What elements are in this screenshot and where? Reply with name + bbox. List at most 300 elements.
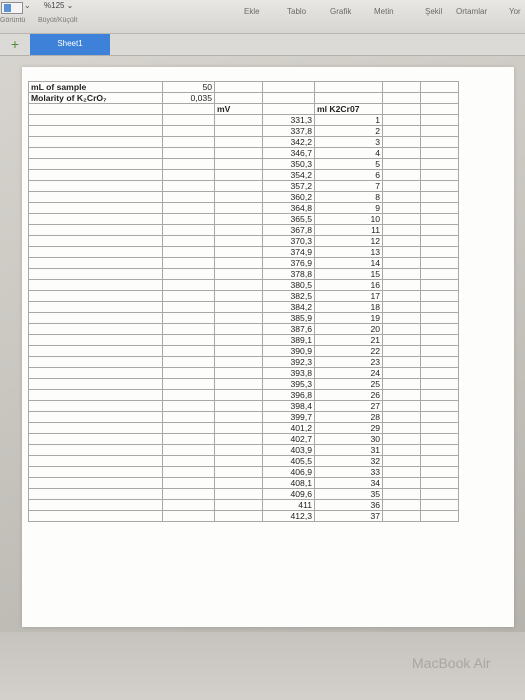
cell[interactable] xyxy=(421,489,459,500)
cell[interactable] xyxy=(29,412,163,423)
cell[interactable] xyxy=(421,500,459,511)
cell[interactable] xyxy=(383,247,421,258)
cell[interactable] xyxy=(383,401,421,412)
ml-value-cell[interactable]: 18 xyxy=(315,302,383,313)
cell[interactable] xyxy=(421,511,459,522)
ml-value-cell[interactable]: 32 xyxy=(315,456,383,467)
cell[interactable] xyxy=(383,280,421,291)
mv-value-cell[interactable]: 393,8 xyxy=(263,368,315,379)
cell[interactable] xyxy=(383,214,421,225)
mv-value-cell[interactable]: 370,3 xyxy=(263,236,315,247)
mv-value-cell[interactable]: 346,7 xyxy=(263,148,315,159)
cell[interactable] xyxy=(163,159,215,170)
cell[interactable] xyxy=(421,478,459,489)
column-header-ml[interactable]: ml K2Cr07 xyxy=(315,104,383,115)
cell[interactable] xyxy=(421,445,459,456)
cell[interactable] xyxy=(215,225,263,236)
mv-value-cell[interactable]: 364,8 xyxy=(263,203,315,214)
cell[interactable] xyxy=(29,291,163,302)
cell[interactable] xyxy=(383,291,421,302)
mv-value-cell[interactable]: 403,9 xyxy=(263,445,315,456)
sample-value[interactable]: 50 xyxy=(163,82,215,93)
cell[interactable] xyxy=(29,357,163,368)
mv-value-cell[interactable]: 395,3 xyxy=(263,379,315,390)
cell[interactable] xyxy=(29,181,163,192)
cell[interactable] xyxy=(215,148,263,159)
cell[interactable] xyxy=(29,214,163,225)
ml-value-cell[interactable]: 11 xyxy=(315,225,383,236)
cell[interactable] xyxy=(163,137,215,148)
cell[interactable] xyxy=(215,456,263,467)
cell[interactable] xyxy=(215,335,263,346)
mv-value-cell[interactable]: 412,3 xyxy=(263,511,315,522)
cell[interactable] xyxy=(421,137,459,148)
cell[interactable] xyxy=(383,324,421,335)
cell[interactable] xyxy=(421,423,459,434)
cell[interactable] xyxy=(383,357,421,368)
mv-value-cell[interactable]: 385,9 xyxy=(263,313,315,324)
cell[interactable] xyxy=(215,258,263,269)
mv-value-cell[interactable]: 365,5 xyxy=(263,214,315,225)
molarity-label[interactable]: Molarity of K₂CrO₇ xyxy=(29,93,163,104)
cell[interactable] xyxy=(163,456,215,467)
cell[interactable] xyxy=(215,170,263,181)
cell[interactable] xyxy=(29,159,163,170)
cell[interactable] xyxy=(29,511,163,522)
mv-value-cell[interactable]: 360,2 xyxy=(263,192,315,203)
mv-value-cell[interactable]: 382,5 xyxy=(263,291,315,302)
ml-value-cell[interactable]: 3 xyxy=(315,137,383,148)
cell[interactable] xyxy=(215,214,263,225)
mv-value-cell[interactable]: 399,7 xyxy=(263,412,315,423)
cell[interactable] xyxy=(215,324,263,335)
ml-value-cell[interactable]: 4 xyxy=(315,148,383,159)
cell[interactable] xyxy=(215,412,263,423)
ml-value-cell[interactable]: 1 xyxy=(315,115,383,126)
ml-value-cell[interactable]: 31 xyxy=(315,445,383,456)
cell[interactable] xyxy=(421,247,459,258)
ml-value-cell[interactable]: 16 xyxy=(315,280,383,291)
cell[interactable] xyxy=(163,302,215,313)
media-button[interactable]: Ortamlar xyxy=(456,7,488,16)
cell[interactable] xyxy=(421,82,459,93)
cell[interactable] xyxy=(29,269,163,280)
table-row xyxy=(29,159,459,170)
cell[interactable] xyxy=(315,82,383,93)
table-row xyxy=(29,335,459,346)
cell[interactable] xyxy=(29,225,163,236)
cell[interactable] xyxy=(163,181,215,192)
cell[interactable] xyxy=(215,511,263,522)
table-button[interactable]: Tablo xyxy=(287,7,307,16)
cell[interactable] xyxy=(215,126,263,137)
cell[interactable] xyxy=(215,445,263,456)
cell[interactable] xyxy=(29,192,163,203)
mv-value-cell[interactable]: 374,9 xyxy=(263,247,315,258)
ml-value-cell[interactable]: 36 xyxy=(315,500,383,511)
cell[interactable] xyxy=(163,214,215,225)
ml-value-cell[interactable]: 9 xyxy=(315,203,383,214)
cell[interactable] xyxy=(215,159,263,170)
cell[interactable] xyxy=(29,368,163,379)
cell[interactable] xyxy=(383,104,421,115)
cell[interactable] xyxy=(421,324,459,335)
ml-value-cell[interactable]: 17 xyxy=(315,291,383,302)
chevron-down-icon[interactable]: ⌄ xyxy=(24,1,31,10)
cell[interactable] xyxy=(215,82,263,93)
ml-value-cell[interactable]: 12 xyxy=(315,236,383,247)
cell[interactable] xyxy=(383,258,421,269)
text-button[interactable]: Metin xyxy=(374,7,394,16)
mv-value-cell[interactable]: 337,8 xyxy=(263,126,315,137)
cell[interactable] xyxy=(383,434,421,445)
cell[interactable] xyxy=(215,93,263,104)
cell[interactable] xyxy=(163,291,215,302)
cell[interactable] xyxy=(383,93,421,104)
cell[interactable] xyxy=(215,302,263,313)
cell[interactable] xyxy=(421,258,459,269)
cell[interactable] xyxy=(383,203,421,214)
cell[interactable] xyxy=(163,368,215,379)
cell[interactable] xyxy=(421,203,459,214)
cell[interactable] xyxy=(383,445,421,456)
cell[interactable] xyxy=(263,93,315,104)
cell[interactable] xyxy=(215,434,263,445)
cell[interactable] xyxy=(421,313,459,324)
mv-value-cell[interactable]: 390,9 xyxy=(263,346,315,357)
chart-button[interactable]: Grafik xyxy=(330,7,352,16)
cell[interactable] xyxy=(383,412,421,423)
cell[interactable] xyxy=(215,137,263,148)
cell[interactable] xyxy=(163,269,215,280)
cell[interactable] xyxy=(421,357,459,368)
cell[interactable] xyxy=(163,445,215,456)
cell[interactable] xyxy=(215,357,263,368)
table-row xyxy=(29,445,459,456)
cell[interactable] xyxy=(163,390,215,401)
ml-value-cell[interactable]: 35 xyxy=(315,489,383,500)
mv-value-cell[interactable]: 396,8 xyxy=(263,390,315,401)
cell[interactable] xyxy=(29,247,163,258)
cell[interactable] xyxy=(29,489,163,500)
cell[interactable] xyxy=(421,456,459,467)
cell[interactable] xyxy=(215,291,263,302)
cell[interactable] xyxy=(263,104,315,115)
mv-value-cell[interactable]: 392,3 xyxy=(263,357,315,368)
cell[interactable] xyxy=(421,390,459,401)
cell[interactable] xyxy=(163,346,215,357)
ml-value-cell[interactable]: 30 xyxy=(315,434,383,445)
cell[interactable] xyxy=(163,467,215,478)
cell[interactable] xyxy=(421,115,459,126)
cell[interactable] xyxy=(421,159,459,170)
cell[interactable] xyxy=(163,500,215,511)
cell[interactable] xyxy=(29,236,163,247)
cell[interactable] xyxy=(383,379,421,390)
ml-value-cell[interactable]: 20 xyxy=(315,324,383,335)
cell[interactable] xyxy=(215,203,263,214)
cell[interactable] xyxy=(163,148,215,159)
cell[interactable] xyxy=(421,346,459,357)
cell[interactable] xyxy=(29,379,163,390)
cell[interactable] xyxy=(421,170,459,181)
cell[interactable] xyxy=(383,148,421,159)
cell[interactable] xyxy=(215,346,263,357)
cell[interactable] xyxy=(215,390,263,401)
mv-value-cell[interactable]: 378,8 xyxy=(263,269,315,280)
mv-value-cell[interactable]: 367,8 xyxy=(263,225,315,236)
mv-value-cell[interactable]: 331,3 xyxy=(263,115,315,126)
mv-value-cell[interactable]: 401,2 xyxy=(263,423,315,434)
cell[interactable] xyxy=(163,335,215,346)
cell[interactable] xyxy=(163,258,215,269)
cell[interactable] xyxy=(421,225,459,236)
cell[interactable] xyxy=(383,423,421,434)
table-row xyxy=(29,236,459,247)
cell[interactable] xyxy=(163,247,215,258)
cell[interactable] xyxy=(29,335,163,346)
cell[interactable] xyxy=(29,203,163,214)
cell[interactable] xyxy=(421,192,459,203)
cell[interactable] xyxy=(421,104,459,115)
cell[interactable] xyxy=(383,313,421,324)
cell[interactable] xyxy=(383,115,421,126)
table-row xyxy=(29,203,459,214)
cell[interactable] xyxy=(421,126,459,137)
ml-value-cell[interactable]: 34 xyxy=(315,478,383,489)
cell[interactable] xyxy=(215,368,263,379)
cell[interactable] xyxy=(383,456,421,467)
cell[interactable] xyxy=(421,291,459,302)
cell[interactable] xyxy=(383,137,421,148)
cell[interactable] xyxy=(263,82,315,93)
cell[interactable] xyxy=(383,346,421,357)
cell[interactable] xyxy=(383,192,421,203)
insert-button[interactable]: Ekle xyxy=(244,7,260,16)
cell[interactable] xyxy=(215,489,263,500)
cell[interactable] xyxy=(383,390,421,401)
molarity-value[interactable]: 0,035 xyxy=(163,93,215,104)
cell[interactable] xyxy=(421,335,459,346)
cell[interactable] xyxy=(29,313,163,324)
cell[interactable] xyxy=(163,170,215,181)
cell[interactable] xyxy=(29,500,163,511)
cell[interactable] xyxy=(383,489,421,500)
cell[interactable] xyxy=(421,467,459,478)
cell[interactable] xyxy=(421,412,459,423)
cell[interactable] xyxy=(29,258,163,269)
mv-value-cell[interactable]: 408,1 xyxy=(263,478,315,489)
cell[interactable] xyxy=(163,401,215,412)
mv-value-cell[interactable]: 402,7 xyxy=(263,434,315,445)
cell[interactable] xyxy=(29,390,163,401)
mv-value-cell[interactable]: 354,2 xyxy=(263,170,315,181)
cell[interactable] xyxy=(215,478,263,489)
cell[interactable] xyxy=(163,126,215,137)
cell[interactable] xyxy=(29,478,163,489)
cell[interactable] xyxy=(29,280,163,291)
ml-value-cell[interactable]: 23 xyxy=(315,357,383,368)
cell[interactable] xyxy=(163,489,215,500)
table-row xyxy=(29,412,459,423)
cell[interactable] xyxy=(383,500,421,511)
cell[interactable] xyxy=(421,236,459,247)
cell[interactable] xyxy=(215,269,263,280)
mv-value-cell[interactable]: 376,9 xyxy=(263,258,315,269)
mv-value-cell[interactable]: 350,3 xyxy=(263,159,315,170)
cell[interactable] xyxy=(29,423,163,434)
cell[interactable] xyxy=(215,401,263,412)
cell[interactable] xyxy=(29,170,163,181)
cell[interactable] xyxy=(421,214,459,225)
cell[interactable] xyxy=(29,115,163,126)
table-row xyxy=(29,126,459,137)
mv-value-cell[interactable]: 357,2 xyxy=(263,181,315,192)
cell[interactable] xyxy=(421,269,459,280)
column-header-mv[interactable]: mV xyxy=(215,104,263,115)
mv-value-cell[interactable]: 411 xyxy=(263,500,315,511)
cell[interactable] xyxy=(29,346,163,357)
sample-label[interactable]: mL of sample xyxy=(29,82,163,93)
cell[interactable] xyxy=(383,467,421,478)
cell[interactable] xyxy=(29,456,163,467)
mv-value-cell[interactable]: 405,5 xyxy=(263,456,315,467)
cell[interactable] xyxy=(383,368,421,379)
cell[interactable] xyxy=(163,115,215,126)
ml-value-cell[interactable]: 5 xyxy=(315,159,383,170)
ml-value-cell[interactable]: 27 xyxy=(315,401,383,412)
ml-value-cell[interactable]: 25 xyxy=(315,379,383,390)
cell[interactable] xyxy=(215,467,263,478)
cell[interactable] xyxy=(421,368,459,379)
cell[interactable] xyxy=(29,126,163,137)
cell[interactable] xyxy=(215,280,263,291)
ml-value-cell[interactable]: 29 xyxy=(315,423,383,434)
cell[interactable] xyxy=(29,148,163,159)
cell[interactable] xyxy=(421,93,459,104)
cell[interactable] xyxy=(163,192,215,203)
cell[interactable] xyxy=(421,401,459,412)
mv-value-cell[interactable]: 389,1 xyxy=(263,335,315,346)
ml-value-cell[interactable]: 7 xyxy=(315,181,383,192)
mv-value-cell[interactable]: 398,4 xyxy=(263,401,315,412)
cell[interactable] xyxy=(383,82,421,93)
cell[interactable] xyxy=(383,126,421,137)
ml-value-cell[interactable]: 10 xyxy=(315,214,383,225)
cell[interactable] xyxy=(163,313,215,324)
mv-value-cell[interactable]: 406,9 xyxy=(263,467,315,478)
cell[interactable] xyxy=(29,467,163,478)
ml-value-cell[interactable]: 24 xyxy=(315,368,383,379)
cell[interactable] xyxy=(383,170,421,181)
cell[interactable] xyxy=(163,236,215,247)
cell[interactable] xyxy=(383,269,421,280)
shape-button[interactable]: Şekil xyxy=(425,7,443,16)
ml-value-cell[interactable]: 22 xyxy=(315,346,383,357)
add-sheet-button[interactable]: + xyxy=(10,36,20,52)
cell[interactable] xyxy=(215,236,263,247)
cell[interactable] xyxy=(383,302,421,313)
cell[interactable] xyxy=(29,445,163,456)
cell[interactable] xyxy=(163,357,215,368)
cell[interactable] xyxy=(163,203,215,214)
cell[interactable] xyxy=(421,280,459,291)
ml-value-cell[interactable]: 19 xyxy=(315,313,383,324)
cell[interactable] xyxy=(215,247,263,258)
cell[interactable] xyxy=(215,181,263,192)
cell[interactable] xyxy=(383,225,421,236)
cell[interactable] xyxy=(163,225,215,236)
cell[interactable] xyxy=(163,379,215,390)
cell[interactable] xyxy=(215,423,263,434)
cell[interactable] xyxy=(163,104,215,115)
cell[interactable] xyxy=(163,423,215,434)
cell[interactable] xyxy=(421,434,459,445)
cell[interactable] xyxy=(215,115,263,126)
cell[interactable] xyxy=(383,335,421,346)
cell[interactable] xyxy=(383,236,421,247)
cell[interactable] xyxy=(163,434,215,445)
mv-value-cell[interactable]: 409,6 xyxy=(263,489,315,500)
ml-value-cell[interactable]: 13 xyxy=(315,247,383,258)
table-row xyxy=(29,313,459,324)
ml-value-cell[interactable]: 21 xyxy=(315,335,383,346)
cell[interactable] xyxy=(29,302,163,313)
cell[interactable] xyxy=(421,181,459,192)
mv-value-cell[interactable]: 384,2 xyxy=(263,302,315,313)
cell[interactable] xyxy=(29,104,163,115)
cell[interactable] xyxy=(215,313,263,324)
ml-value-cell[interactable]: 6 xyxy=(315,170,383,181)
cell[interactable] xyxy=(215,192,263,203)
comment-button[interactable]: Yor xyxy=(509,7,521,16)
cell[interactable] xyxy=(383,478,421,489)
ml-value-cell[interactable]: 15 xyxy=(315,269,383,280)
cell[interactable] xyxy=(421,379,459,390)
cell[interactable] xyxy=(383,511,421,522)
cell[interactable] xyxy=(383,181,421,192)
zoom-select[interactable]: %125 ⌄ xyxy=(44,1,74,10)
cell[interactable] xyxy=(383,159,421,170)
ml-value-cell[interactable]: 33 xyxy=(315,467,383,478)
cell[interactable] xyxy=(163,324,215,335)
cell[interactable] xyxy=(215,500,263,511)
cell[interactable] xyxy=(163,280,215,291)
cell[interactable] xyxy=(163,478,215,489)
ml-value-cell[interactable]: 28 xyxy=(315,412,383,423)
cell[interactable] xyxy=(315,93,383,104)
ml-value-cell[interactable]: 37 xyxy=(315,511,383,522)
cell[interactable] xyxy=(29,137,163,148)
cell[interactable] xyxy=(29,324,163,335)
mv-value-cell[interactable]: 342,2 xyxy=(263,137,315,148)
cell[interactable] xyxy=(163,412,215,423)
cell[interactable] xyxy=(421,148,459,159)
view-button[interactable] xyxy=(1,2,23,14)
ml-value-cell[interactable]: 26 xyxy=(315,390,383,401)
cell[interactable] xyxy=(29,434,163,445)
ml-value-cell[interactable]: 14 xyxy=(315,258,383,269)
cell[interactable] xyxy=(163,511,215,522)
ml-value-cell[interactable]: 8 xyxy=(315,192,383,203)
mv-value-cell[interactable]: 380,5 xyxy=(263,280,315,291)
cell[interactable] xyxy=(421,302,459,313)
cell[interactable] xyxy=(29,401,163,412)
mv-value-cell[interactable]: 387,6 xyxy=(263,324,315,335)
cell[interactable] xyxy=(215,379,263,390)
ml-value-cell[interactable]: 2 xyxy=(315,126,383,137)
tab-sheet1[interactable]: Sheet1 xyxy=(30,34,110,55)
